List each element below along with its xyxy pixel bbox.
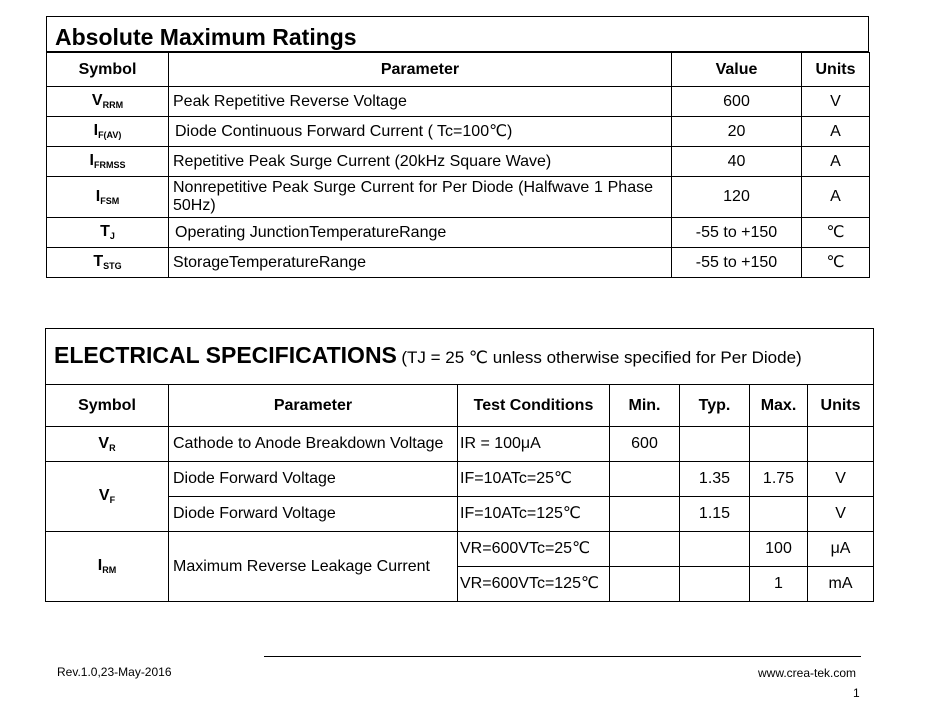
header-units: Units [802, 53, 870, 87]
value-cell: -55 to +150 [672, 248, 802, 278]
symbol-cell: $I_{FRMSS}$ [47, 147, 169, 177]
unit-cell: A [802, 177, 870, 218]
header-symbol: Symbol [46, 385, 169, 427]
header-min: Min. [610, 385, 680, 427]
table-row [47, 177, 870, 218]
header-parameter: Parameter [169, 53, 672, 87]
typ-cell [680, 567, 750, 602]
parameter-cell: Cathode to Anode Breakdown Voltage [169, 427, 458, 462]
footer-website[interactable]: www.crea-tek.com [758, 666, 857, 680]
parameter-cell: Maximum Reverse Leakage Current [169, 532, 458, 602]
test-cell: IF=10ATc=125℃ [458, 497, 610, 532]
test-cell: IF=10ATc=25℃ [458, 462, 610, 497]
symbol-cell: $T_{STG}$ [47, 248, 169, 278]
absolute-max-ratings-table [46, 16, 869, 278]
header-units: Units [808, 385, 874, 427]
symbol-cell: $I_{F(AV)}$ [47, 117, 169, 147]
abs-max-header-row [47, 53, 870, 87]
typ-cell [680, 532, 750, 567]
symbol-cell: $V_F$ [46, 462, 169, 532]
parameter-cell: Diode Forward Voltage [169, 462, 458, 497]
parameter-cell: Peak Repetitive Reverse Voltage [169, 87, 672, 117]
max-cell: 1.75 [750, 462, 808, 497]
symbol-cell: $T_J$ [47, 218, 169, 248]
table-row [47, 147, 870, 177]
min-cell [610, 567, 680, 602]
unit-cell: V [808, 497, 874, 532]
footer-page-number: 1 [853, 686, 860, 700]
test-cell: IR = 100μA [458, 427, 610, 462]
elec-title-main: ELECTRICAL SPECIFICATIONS [54, 341, 397, 368]
min-cell [610, 497, 680, 532]
parameter-cell: Diode Continuous Forward Current ( Tc=100℃) [169, 117, 672, 147]
max-cell [750, 427, 808, 462]
min-cell [610, 532, 680, 567]
symbol-cell: $V_R$ [46, 427, 169, 462]
table-row [46, 497, 874, 532]
typ-cell: 1.35 [680, 462, 750, 497]
parameter-cell: StorageTemperatureRange [169, 248, 672, 278]
min-cell: 600 [610, 427, 680, 462]
header-test-conditions: Test Conditions [458, 385, 610, 427]
abs-max-grid [46, 52, 870, 278]
table-row [46, 427, 874, 462]
unit-cell: A [802, 147, 870, 177]
parameter-cell: Operating JunctionTemperatureRange [169, 218, 672, 248]
typ-cell: 1.15 [680, 497, 750, 532]
table-row [47, 218, 870, 248]
test-cell: VR=600VTc=25℃ [458, 532, 610, 567]
typ-cell [680, 427, 750, 462]
table-row [46, 532, 874, 567]
symbol-cell: $I_{FSM}$ [47, 177, 169, 218]
unit-cell: V [808, 462, 874, 497]
elec-title-row [46, 329, 874, 385]
elec-header-row [46, 385, 874, 427]
header-parameter: Parameter [169, 385, 458, 427]
elec-grid [45, 328, 874, 602]
value-cell: 120 [672, 177, 802, 218]
footer-revision: Rev.1.0,23-May-2016 [57, 665, 172, 679]
table-row [47, 87, 870, 117]
parameter-cell: Diode Forward Voltage [169, 497, 458, 532]
header-max: Max. [750, 385, 808, 427]
table-row [46, 462, 874, 497]
abs-max-title: Absolute Maximum Ratings [47, 17, 868, 52]
test-cell: VR=600VTc=125℃ [458, 567, 610, 602]
elec-title [46, 329, 874, 385]
elec-title-condition: (TJ = 25 ℃ unless otherwise specified for Per Diode) [401, 347, 802, 367]
unit-cell: ℃ [802, 218, 870, 248]
unit-cell: ℃ [802, 248, 870, 278]
value-cell: 20 [672, 117, 802, 147]
table-row [47, 248, 870, 278]
footer-divider [264, 656, 861, 657]
unit-cell [808, 427, 874, 462]
value-cell: 40 [672, 147, 802, 177]
electrical-specifications-table [45, 328, 873, 602]
value-cell: -55 to +150 [672, 218, 802, 248]
max-cell: 1 [750, 567, 808, 602]
header-symbol: Symbol [47, 53, 169, 87]
max-cell: 100 [750, 532, 808, 567]
unit-cell: mA [808, 567, 874, 602]
unit-cell: A [802, 117, 870, 147]
symbol-cell: $I_{RM}$ [46, 532, 169, 602]
max-cell [750, 497, 808, 532]
symbol-cell: $V_{RRM}$ [47, 87, 169, 117]
unit-cell: μA [808, 532, 874, 567]
value-cell: 600 [672, 87, 802, 117]
parameter-cell: Nonrepetitive Peak Surge Current for Per Diode (Halfwave 1 Phase 50Hz) [169, 177, 672, 218]
min-cell [610, 462, 680, 497]
parameter-cell: Repetitive Peak Surge Current (20kHz Square Wave) [169, 147, 672, 177]
header-typ: Typ. [680, 385, 750, 427]
header-value: Value [672, 53, 802, 87]
table-row [47, 117, 870, 147]
unit-cell: V [802, 87, 870, 117]
